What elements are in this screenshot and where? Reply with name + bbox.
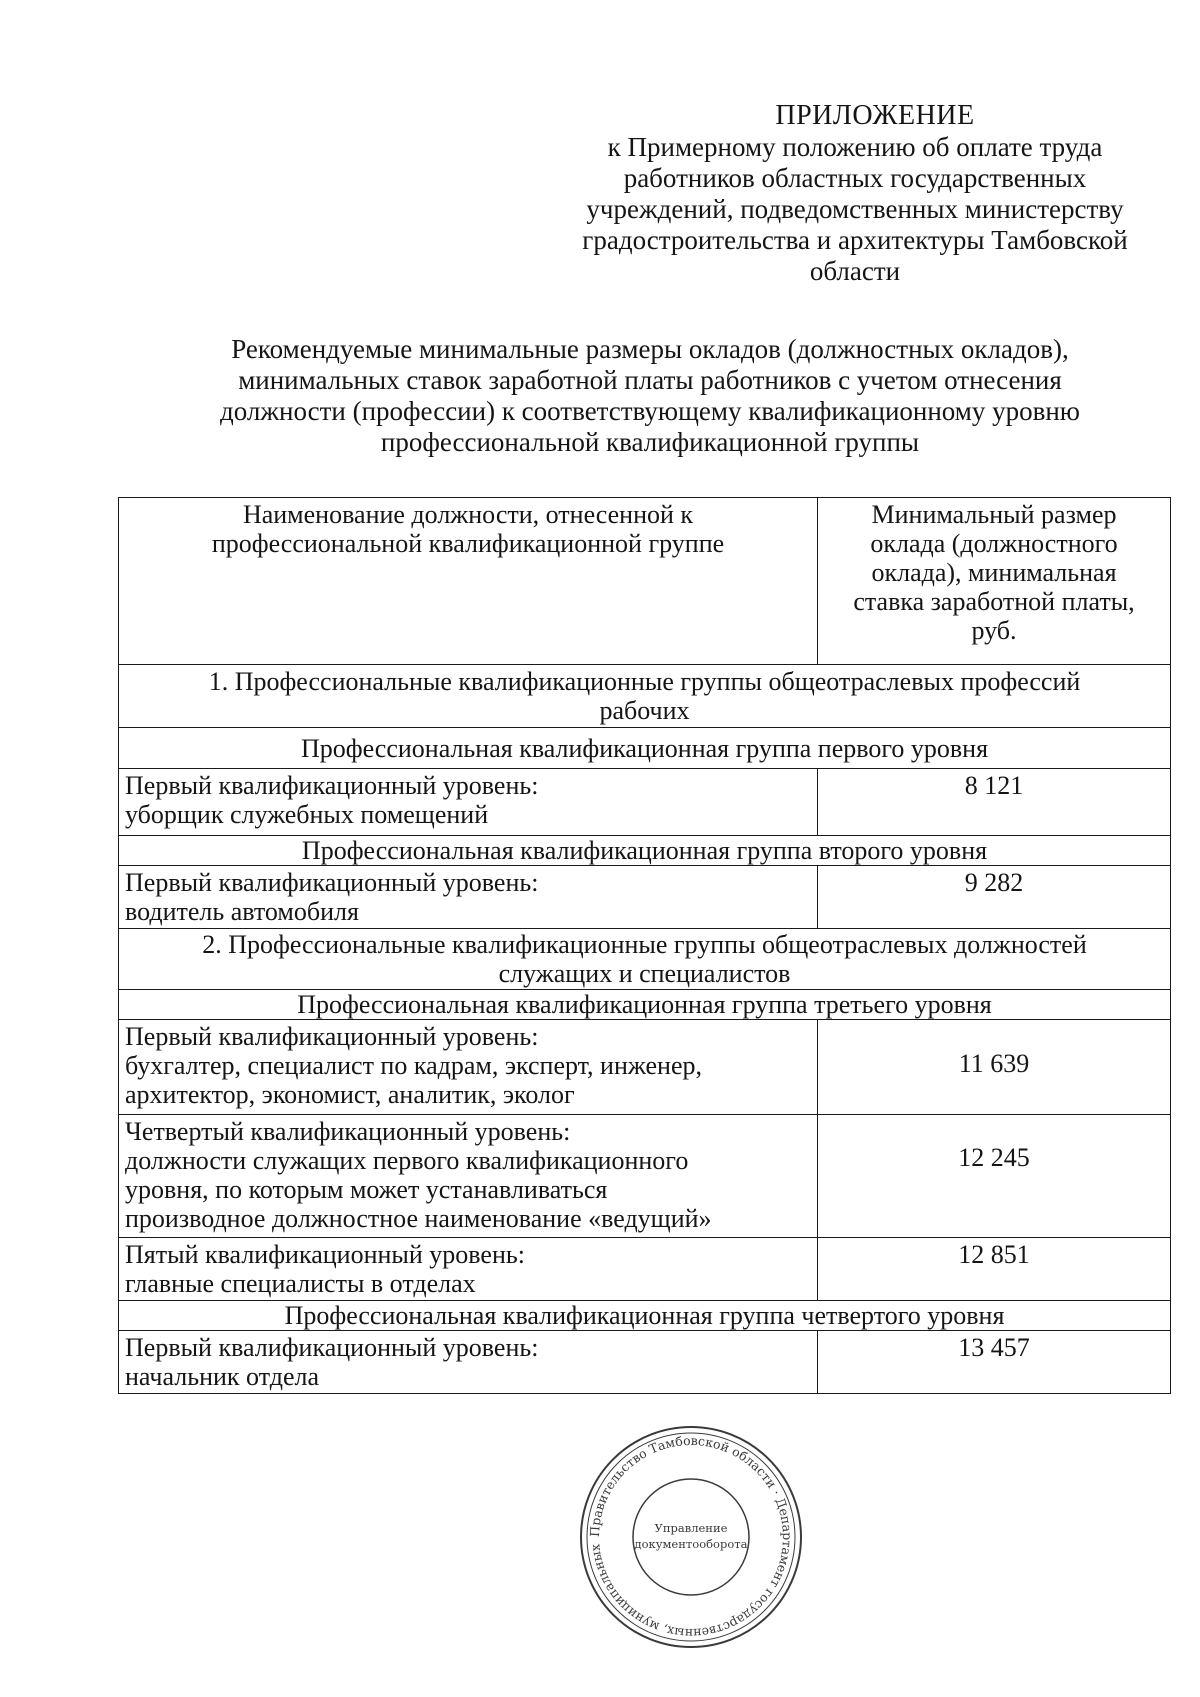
stamp-ring-text: Правительство Тамбовской области · Департамент государственных, муниципальных bbox=[586, 1432, 796, 1642]
level-label: Первый квалификационный уровень: bbox=[125, 771, 539, 800]
salary-table bbox=[118, 497, 1171, 1394]
stamp-seal bbox=[578, 1424, 804, 1650]
position-cell bbox=[119, 1115, 818, 1238]
position-description: уборщик служебных помещений bbox=[125, 800, 489, 829]
appendix-line: учреждений, подведомственных министерству bbox=[586, 194, 1124, 224]
position-cell bbox=[119, 1020, 818, 1115]
table-row bbox=[119, 1020, 1171, 1115]
group-row bbox=[119, 836, 1171, 866]
header-text-line: профессиональной квалификационной группе bbox=[211, 529, 725, 558]
position-description: начальник отдела bbox=[125, 1362, 320, 1391]
level-label: Пятый квалификационный уровень: bbox=[125, 1240, 525, 1269]
section-line: служащих и специалистов bbox=[498, 959, 791, 988]
header-text-line: руб. bbox=[971, 616, 1017, 645]
position-cell bbox=[119, 1238, 818, 1301]
appendix-line: области bbox=[809, 256, 901, 286]
group-row bbox=[119, 1301, 1171, 1331]
level-label: Первый квалификационный уровень: bbox=[125, 1333, 539, 1362]
section-row bbox=[119, 665, 1171, 728]
position-description: должности служащих первого квалификационного bbox=[125, 1146, 689, 1175]
level-label: Первый квалификационный уровень: bbox=[125, 1022, 539, 1051]
salary-value: 11 639 bbox=[818, 1020, 1171, 1115]
group-heading: Профессиональная квалификационная группа второго уровня bbox=[119, 836, 1171, 866]
header-text-line: оклада (должностного bbox=[870, 529, 1118, 558]
header-text-line: Наименование должности, отнесенной к bbox=[242, 500, 694, 529]
position-description: архитектор, экономист, аналитик, эколог bbox=[125, 1080, 575, 1109]
position-description: бухгалтер, специалист по кадрам, эксперт, инженер, bbox=[125, 1051, 702, 1080]
header-text-line: оклада), минимальная bbox=[871, 558, 1117, 587]
title-line: должности (профессии) к соответствующему квалификационному уровню bbox=[220, 396, 1080, 426]
title-line: профессиональной квалификационной группы bbox=[380, 427, 920, 457]
header-position-column bbox=[119, 498, 818, 665]
position-description: водитель автомобиля bbox=[125, 897, 359, 926]
header-text-line: Минимальный размер bbox=[871, 500, 1117, 529]
stamp-center-line: Управление bbox=[654, 1521, 728, 1535]
title-line: минимальных ставок заработной платы работников с учетом отнесения bbox=[238, 365, 1062, 395]
group-row bbox=[119, 990, 1171, 1020]
position-description: главные специалисты в отделах bbox=[125, 1269, 476, 1298]
position-cell bbox=[119, 769, 818, 836]
section-line: рабочих bbox=[599, 696, 690, 725]
section-heading bbox=[119, 929, 1171, 990]
title-line: Рекомендуемые минимальные размеры окладов (должностных окладов), bbox=[231, 334, 1069, 364]
salary-value: 8 121 bbox=[818, 769, 1171, 836]
section-heading bbox=[119, 665, 1171, 728]
appendix-line: к Примерному положению об оплате труда bbox=[607, 132, 1103, 162]
table-row bbox=[119, 1331, 1171, 1394]
header-text-line: ставка заработной платы, bbox=[853, 587, 1135, 616]
position-description: уровня, по которым может устанавливаться bbox=[125, 1175, 608, 1204]
table-row bbox=[119, 1238, 1171, 1301]
position-cell bbox=[119, 1331, 818, 1394]
appendix-line: работников областных государственных bbox=[623, 163, 1087, 193]
salary-value: 12 245 bbox=[818, 1115, 1171, 1238]
table-row bbox=[119, 1115, 1171, 1238]
salary-value: 12 851 bbox=[818, 1238, 1171, 1301]
group-heading: Профессиональная квалификационная группа третьего уровня bbox=[119, 990, 1171, 1020]
group-heading: Профессиональная квалификационная группа первого уровня bbox=[119, 728, 1171, 769]
section-line: 1. Профессиональные квалификационные группы общеотраслевых профессий bbox=[208, 667, 1081, 696]
table-row bbox=[119, 866, 1171, 929]
section-row bbox=[119, 929, 1171, 990]
position-description: производное должностное наименование «ведущий» bbox=[125, 1204, 712, 1233]
level-label: Первый квалификационный уровень: bbox=[125, 868, 539, 897]
salary-value: 13 457 bbox=[818, 1331, 1171, 1394]
section-line: 2. Профессиональные квалификационные группы общеотраслевых должностей bbox=[202, 930, 1087, 959]
header-salary-column bbox=[818, 498, 1171, 665]
salary-value: 9 282 bbox=[818, 866, 1171, 929]
appendix-heading-block bbox=[550, 100, 1160, 287]
level-label: Четвертый квалификационный уровень: bbox=[125, 1117, 571, 1146]
group-heading: Профессиональная квалификационная группа четвертого уровня bbox=[119, 1301, 1171, 1331]
appendix-title: ПРИЛОЖЕНИЕ bbox=[775, 100, 975, 131]
table-row bbox=[119, 769, 1171, 836]
appendix-line: градостроительства и архитектуры Тамбовской bbox=[582, 225, 1128, 255]
stamp-center-line: документооборота bbox=[634, 1537, 748, 1551]
group-row bbox=[119, 728, 1171, 769]
table-header-row bbox=[119, 498, 1171, 665]
position-cell bbox=[119, 866, 818, 929]
document-title bbox=[185, 334, 1115, 458]
office-stamp bbox=[578, 1424, 804, 1650]
